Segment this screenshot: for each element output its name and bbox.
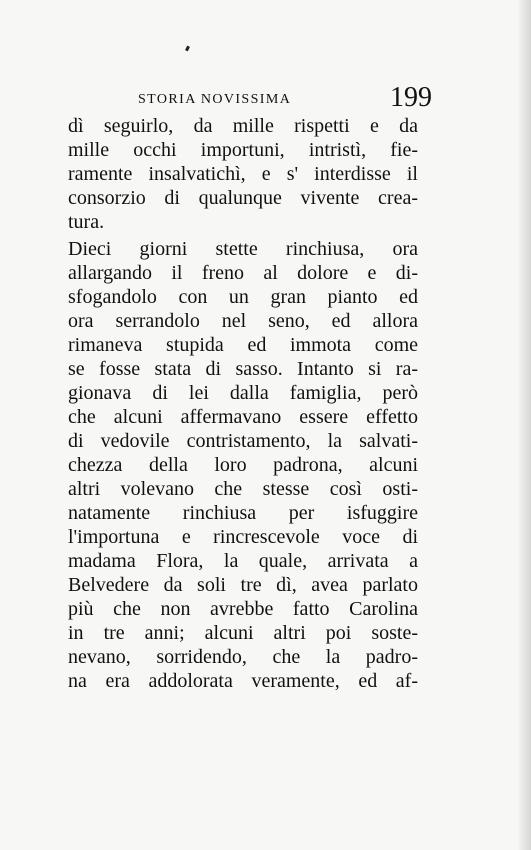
text-line: più che non avrebbe fatto Carolina xyxy=(68,598,418,620)
text-line: mille occhi importuni, intristì, fie- xyxy=(68,139,418,161)
text-line: se fosse stata di sasso. Intanto si ra- xyxy=(68,358,418,380)
text-line: madama Flora, la quale, arrivata a xyxy=(68,550,418,572)
text-line: na era addolorata veramente, ed af- xyxy=(68,670,418,692)
text-line: chezza della loro padrona, alcuni xyxy=(68,454,418,476)
text-line: Dieci giorni stette rinchiusa, ora xyxy=(68,238,418,260)
text-line: dì seguirlo, da mille rispetti e da xyxy=(68,115,418,137)
page-number: 199 xyxy=(390,82,432,113)
text-line: sfogandolo con un gran pianto ed xyxy=(68,286,418,308)
text-line: che alcuni affermavano essere effetto xyxy=(68,406,418,428)
page-edge-shadow xyxy=(517,0,531,850)
text-line: rimaneva stupida ed immota come xyxy=(68,334,418,356)
text-line: consorzio di qualunque vivente crea- xyxy=(68,187,418,209)
text-line: di vedovile contristamento, la salvati- xyxy=(68,430,418,452)
text-line: Belvedere da soli tre dì, avea parlato xyxy=(68,574,418,596)
text-line: nevano, sorridendo, che la padro- xyxy=(68,646,418,668)
paragraph-2 xyxy=(68,237,418,693)
ink-speck xyxy=(185,46,190,52)
text-line: allargando il freno al dolore e di- xyxy=(68,262,418,284)
running-title: STORIA NOVISSIMA xyxy=(138,92,292,107)
body-text xyxy=(68,114,418,693)
text-line: altri volevano che stesse così osti- xyxy=(68,478,418,500)
text-line: gionava di lei dalla famiglia, però xyxy=(68,382,418,404)
page-header xyxy=(138,82,432,113)
paragraph-1 xyxy=(68,114,418,234)
text-line: in tre anni; alcuni altri poi soste- xyxy=(68,622,418,644)
text-line: tura. xyxy=(68,211,105,233)
text-line: l'importuna e rincrescevole voce di xyxy=(68,526,418,548)
text-line: ramente insalvatichì, e s' interdisse il xyxy=(68,163,418,185)
text-line: ora serrandolo nel seno, ed allora xyxy=(68,310,418,332)
text-line: natamente rinchiusa per isfuggire xyxy=(68,502,418,524)
